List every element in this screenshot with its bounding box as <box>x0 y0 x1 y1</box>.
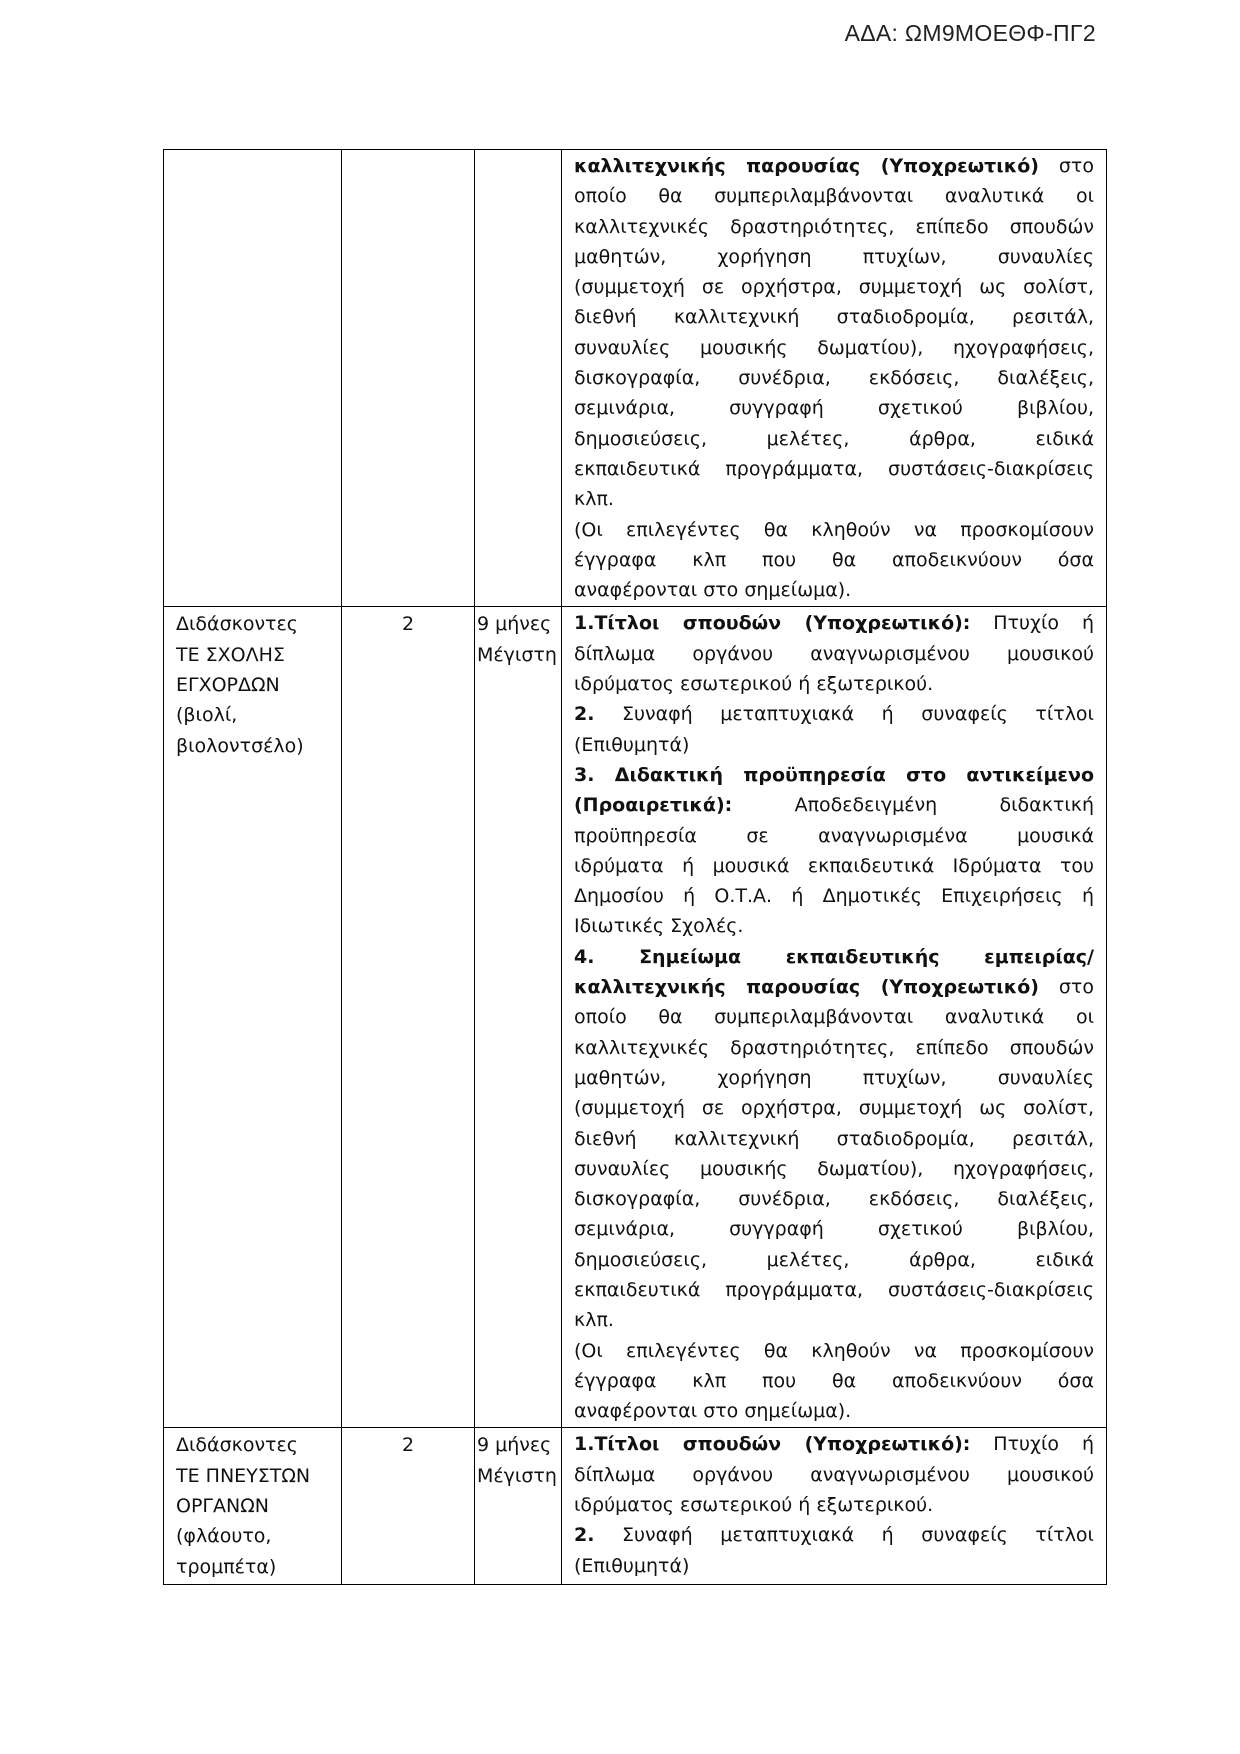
duration-cell <box>475 150 562 607</box>
bold-text: καλλιτεχνικής παρουσίας (Υποχρεωτικό) <box>574 976 1039 999</box>
text-line: δισκογραφία, συνέδρια, εκδόσεις, διαλέξεις, <box>574 1188 1094 1211</box>
text-line: μαθητών, χορήγηση πτυχίων, συναυλίες <box>574 1066 1094 1089</box>
text-line: δίπλωμα οργάνου αναγνωρισμένου μουσικού <box>574 642 1094 665</box>
text-line: εκπαιδευτικά προγράμματα, συστάσεις-διακρίσεις <box>574 1278 1094 1301</box>
text-line <box>574 790 1094 820</box>
text: Συναφή μεταπτυχιακά ή συναφείς τίτλοι <box>594 1524 1094 1547</box>
text-line: διεθνή καλλιτεχνική σταδιοδρομία, ρεσιτάλ, <box>574 306 1094 329</box>
text-line: (Επιθυμητά) <box>574 1554 690 1577</box>
text-line: 4. Σημείωμα εκπαιδευτικής εμπειρίας/ <box>574 945 1094 968</box>
specialty-line: ΕΓΧΟΡΔΩΝ <box>176 674 280 697</box>
text-line: αναφέρονται στο σημείωμα). <box>574 1400 852 1423</box>
text-line: (Οι επιλεγέντες θα κληθούν να προσκομίσουν <box>574 1339 1094 1362</box>
text-line: συναυλίες μουσικής δωματίου), ηχογραφήσεις, <box>574 1157 1094 1180</box>
text-line: δίπλωμα οργάνου αναγνωρισμένου μουσικού <box>574 1463 1094 1486</box>
qualifications-cell <box>562 1428 1107 1584</box>
bold-text: 2. <box>574 1524 595 1547</box>
count-cell <box>342 1428 475 1584</box>
positions-table <box>163 149 1107 1585</box>
specialty-cell <box>164 150 342 607</box>
text-line: μαθητών, χορήγηση πτυχίων, συναυλίες <box>574 245 1094 268</box>
specialty-line: βιολοντσέλο) <box>176 734 304 757</box>
specialty-cell <box>164 607 342 1428</box>
text-line: κλπ. <box>574 488 614 511</box>
duration-line: 9 μήνες <box>477 613 552 636</box>
specialty-line: (φλάουτο, <box>176 1525 272 1548</box>
text-line: συναυλίες μουσικής δωματίου), ηχογραφήσεις, <box>574 336 1094 359</box>
duration-cell <box>475 1428 562 1584</box>
text-line: οποίο θα συμπεριλαμβάνονται αναλυτικά οι <box>574 1006 1094 1029</box>
text-line: σεμινάρια, συγγραφή σχετικού βιβλίου, <box>574 397 1094 420</box>
specialty-line: Διδάσκοντες <box>176 613 298 636</box>
text-line <box>574 1429 1094 1459</box>
qualifications-cell <box>562 607 1107 1428</box>
text-line: ιδρύματα ή μουσικά εκπαιδευτικά Ιδρύματα του <box>574 854 1094 877</box>
text-line: αναφέρονται στο σημείωμα). <box>574 579 852 602</box>
specialty-line: ΤΕ ΠΝΕΥΣΤΩΝ <box>176 1464 311 1487</box>
specialty-line: ΤΕ ΣΧΟΛΗΣ <box>176 643 285 666</box>
specialty-line: ΟΡΓΑΝΩΝ <box>176 1495 269 1518</box>
table-row <box>164 150 1107 607</box>
note-paragraph <box>574 1336 1094 1397</box>
count-cell <box>342 150 475 607</box>
text-line: δημοσιεύσεις, μελέτες, άρθρα, ειδικά <box>574 1248 1094 1271</box>
text-line <box>574 699 1094 729</box>
duration-line: Μέγιστη <box>477 643 557 666</box>
bold-text: (Προαιρετικά): <box>574 794 733 817</box>
table-row <box>164 1428 1107 1584</box>
text: Πτυχίο ή <box>970 612 1094 635</box>
specialty-line: (βιολί, <box>176 704 238 727</box>
paragraph <box>574 821 1094 912</box>
text-line: κλπ. <box>574 1309 614 1332</box>
text-line: (συμμετοχή σε ορχήστρα, συμμετοχή ως σολίστ, <box>574 276 1094 299</box>
paragraph <box>574 1002 1094 1305</box>
bold-text: 1.Τίτλοι σπουδών (Υποχρεωτικό): <box>574 612 971 635</box>
table-row <box>164 607 1107 1428</box>
text-line: (Οι επιλεγέντες θα κληθούν να προσκομίσουν <box>574 518 1094 541</box>
specialty-line: Διδάσκοντες <box>176 1434 298 1457</box>
text-line: έγγραφα κλπ που θα αποδεικνύουν όσα <box>574 1369 1094 1392</box>
specialty-line: τρομπέτα) <box>176 1555 277 1578</box>
text-line: εκπαιδευτικά προγράμματα, συστάσεις-διακρίσεις <box>574 457 1094 480</box>
text-line: προϋπηρεσία σε αναγνωρισμένα μουσικά <box>574 824 1094 847</box>
specialty-cell <box>164 1428 342 1584</box>
bold-text: 1.Τίτλοι σπουδών (Υποχρεωτικό): <box>574 1433 971 1456</box>
text-line: σεμινάρια, συγγραφή σχετικού βιβλίου, <box>574 1218 1094 1241</box>
text-line <box>574 608 1094 638</box>
text-line: έγγραφα κλπ που θα αποδεικνύουν όσα <box>574 548 1094 571</box>
bold-text: καλλιτεχνικής παρουσίας (Υποχρεωτικό) <box>574 155 1039 177</box>
ada-code: ΑΔΑ: ΩΜ9ΜΟΕΘΦ-ΠΓ2 <box>844 20 1096 46</box>
text-line: ιδρύματος εσωτερικού ή εξωτερικού. <box>574 1494 934 1517</box>
text-line: διεθνή καλλιτεχνική σταδιοδρομία, ρεσιτάλ, <box>574 1127 1094 1150</box>
text-line: Ιδιωτικές Σχολές. <box>574 915 744 938</box>
text-line: καλλιτεχνικές δραστηριότητες, επίπεδο σπουδών <box>574 1036 1094 1059</box>
text-line: δισκογραφία, συνέδρια, εκδόσεις, διαλέξεις, <box>574 367 1094 390</box>
text: Πτυχίο ή <box>970 1433 1094 1456</box>
qualifications-cell <box>562 150 1107 607</box>
duration-line: Μέγιστη <box>477 1464 557 1487</box>
text-line <box>574 972 1094 1002</box>
text-line: Δημοσίου ή Ο.Τ.Α. ή Δημοτικές Επιχειρήσεις ή <box>574 885 1094 908</box>
text-line: ιδρύματος εσωτερικού ή εξωτερικού. <box>574 673 934 696</box>
text-line: 3. Διδακτική προϋπηρεσία στο αντικείμενο <box>574 763 1094 786</box>
text-line: (Επιθυμητά) <box>574 733 690 756</box>
text-line: (συμμετοχή σε ορχήστρα, συμμετοχή ως σολίστ, <box>574 1097 1094 1120</box>
text-line <box>574 1520 1094 1550</box>
count-cell <box>342 607 475 1428</box>
count-value: 2 <box>401 613 415 636</box>
text: στο <box>1038 155 1094 177</box>
paragraph <box>574 181 1094 484</box>
text: στο <box>1038 976 1094 999</box>
count-value: 2 <box>401 1434 415 1457</box>
text-line: καλλιτεχνικές δραστηριότητες, επίπεδο σπουδών <box>574 215 1094 238</box>
duration-cell <box>475 607 562 1428</box>
duration-line: 9 μήνες <box>477 1434 552 1457</box>
text-line: οποίο θα συμπεριλαμβάνονται αναλυτικά οι <box>574 185 1094 208</box>
bold-text: 2. <box>574 703 595 726</box>
note-paragraph <box>574 515 1094 576</box>
text: Αποδεδειγμένη διδακτική <box>732 794 1094 817</box>
text-line <box>574 151 1094 181</box>
text: Συναφή μεταπτυχιακά ή συναφείς τίτλοι <box>594 703 1094 726</box>
text-line: δημοσιεύσεις, μελέτες, άρθρα, ειδικά <box>574 427 1094 450</box>
